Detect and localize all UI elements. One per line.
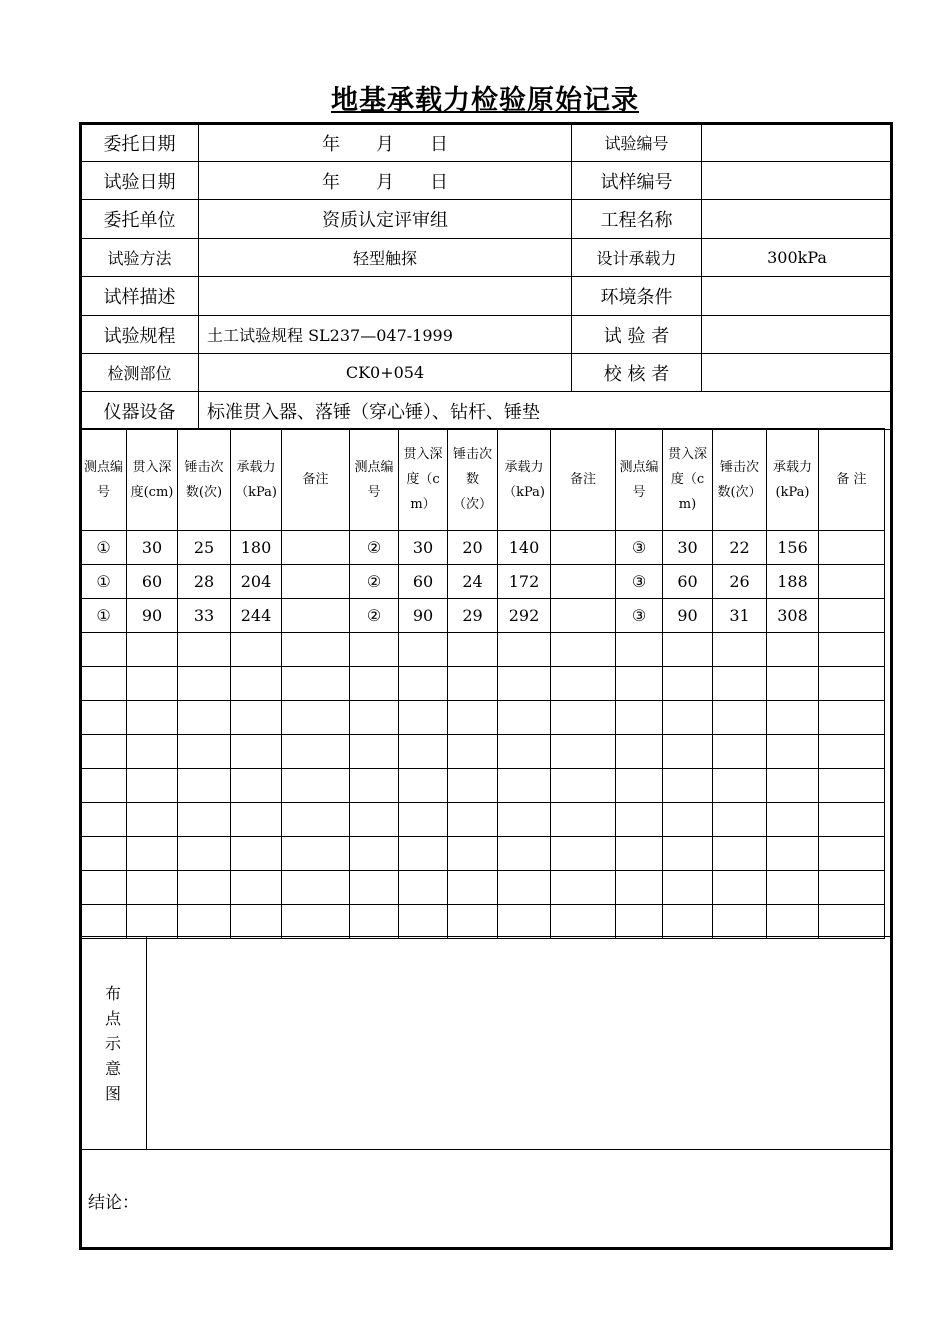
table-row (81, 599, 885, 633)
table-row (81, 633, 885, 667)
cell-point-no[interactable]: ③ (616, 565, 663, 599)
cell-point-no[interactable] (350, 905, 399, 939)
cell-blows[interactable]: 24 (448, 565, 498, 599)
col-point-no: 测点编号 (616, 429, 663, 531)
col-remark: 备注 (551, 429, 616, 531)
cell-blows[interactable] (448, 803, 498, 837)
cell-point-no[interactable] (81, 803, 127, 837)
cell-capacity[interactable] (498, 905, 551, 939)
cell-depth[interactable] (663, 701, 713, 735)
cell-remark[interactable] (551, 905, 616, 939)
cell-blows[interactable]: 28 (178, 565, 231, 599)
cell-depth[interactable] (399, 667, 448, 701)
cell-blows[interactable] (178, 633, 231, 667)
cell-capacity[interactable] (767, 905, 819, 939)
cell-point-no[interactable]: ① (81, 599, 127, 633)
cell-depth[interactable] (663, 905, 713, 939)
col-remark: 备注 (282, 429, 350, 531)
cell-blows[interactable] (178, 735, 231, 769)
test-no-label: 试验编号 (572, 124, 702, 162)
col-remark: 备 注 (819, 429, 885, 531)
cell-point-no[interactable] (350, 769, 399, 803)
cell-remark[interactable] (282, 531, 350, 565)
cell-capacity[interactable] (498, 735, 551, 769)
info-table (80, 123, 893, 430)
cell-remark[interactable] (551, 599, 616, 633)
cell-capacity[interactable] (767, 769, 819, 803)
cell-blows[interactable]: 33 (178, 599, 231, 633)
cell-blows[interactable] (448, 735, 498, 769)
cell-capacity[interactable]: 244 (231, 599, 282, 633)
cell-point-no[interactable]: ① (81, 531, 127, 565)
cell-capacity[interactable] (231, 667, 282, 701)
cell-remark[interactable] (282, 667, 350, 701)
cell-depth[interactable]: 30 (127, 531, 178, 565)
env-label: 环境条件 (572, 277, 702, 316)
page-title: 地基承载力检验原始记录 (331, 85, 639, 116)
cell-remark[interactable] (819, 905, 885, 939)
cell-depth[interactable] (127, 871, 178, 905)
sample-no-value[interactable] (702, 162, 893, 200)
cell-depth[interactable] (127, 905, 178, 939)
cell-blows[interactable]: 22 (713, 531, 767, 565)
header-row (81, 429, 885, 531)
cell-capacity[interactable] (231, 905, 282, 939)
cell-blows[interactable] (178, 769, 231, 803)
cell-remark[interactable] (551, 871, 616, 905)
cell-depth[interactable]: 60 (399, 565, 448, 599)
cell-capacity[interactable] (498, 667, 551, 701)
cell-depth[interactable] (399, 837, 448, 871)
cell-capacity[interactable] (498, 633, 551, 667)
cell-capacity[interactable] (231, 769, 282, 803)
cell-point-no[interactable] (616, 803, 663, 837)
col-depth: 贯入深度（cm) (663, 429, 713, 531)
cell-capacity[interactable] (231, 837, 282, 871)
cell-depth[interactable] (399, 735, 448, 769)
cell-capacity[interactable] (498, 837, 551, 871)
cell-blows[interactable] (448, 871, 498, 905)
diagram-label: 布点示意图 (104, 983, 121, 1103)
cell-depth[interactable] (127, 837, 178, 871)
cell-capacity[interactable] (231, 701, 282, 735)
cell-blows[interactable] (448, 633, 498, 667)
table-row (81, 769, 885, 803)
cell-depth[interactable]: 30 (399, 531, 448, 565)
cell-remark[interactable] (282, 905, 350, 939)
test-date-label: 试验日期 (81, 162, 199, 200)
table-row (81, 667, 885, 701)
cell-point-no[interactable] (616, 667, 663, 701)
cell-blows[interactable] (178, 871, 231, 905)
cell-remark[interactable] (551, 565, 616, 599)
cell-capacity[interactable] (498, 701, 551, 735)
env-value[interactable] (702, 277, 893, 316)
col-blows: 锤击次数(次） (713, 429, 767, 531)
cell-blows[interactable] (178, 803, 231, 837)
checker-value[interactable] (702, 354, 893, 392)
sample-desc-label: 试样描述 (81, 277, 199, 316)
cell-capacity[interactable] (767, 837, 819, 871)
cell-point-no[interactable] (350, 735, 399, 769)
cell-remark[interactable] (551, 531, 616, 565)
location-value[interactable]: CK0+054 (199, 354, 572, 392)
cell-depth[interactable] (663, 667, 713, 701)
cell-remark[interactable] (551, 667, 616, 701)
cell-depth[interactable]: 90 (127, 599, 178, 633)
col-point-no: 测点编号 (81, 429, 127, 531)
cell-capacity[interactable] (498, 769, 551, 803)
cell-remark[interactable] (819, 667, 885, 701)
cell-blows[interactable] (713, 701, 767, 735)
cell-remark[interactable] (551, 803, 616, 837)
cell-remark[interactable] (282, 565, 350, 599)
cell-remark[interactable] (282, 701, 350, 735)
cell-capacity[interactable]: 140 (498, 531, 551, 565)
project-label: 工程名称 (572, 200, 702, 239)
cell-depth[interactable]: 90 (399, 599, 448, 633)
cell-remark[interactable] (282, 803, 350, 837)
cell-point-no[interactable] (81, 735, 127, 769)
cell-capacity[interactable] (231, 803, 282, 837)
cell-depth[interactable] (663, 769, 713, 803)
cell-capacity[interactable] (231, 871, 282, 905)
table-row (81, 735, 885, 769)
tester-label: 试 验 者 (572, 316, 702, 354)
cell-remark[interactable] (282, 769, 350, 803)
design-capacity-label: 设计承载力 (572, 239, 702, 277)
test-no-value[interactable] (702, 124, 893, 162)
cell-point-no[interactable] (616, 871, 663, 905)
cell-point-no[interactable]: ③ (616, 531, 663, 565)
cell-remark[interactable] (819, 769, 885, 803)
cell-blows[interactable]: 26 (713, 565, 767, 599)
cell-point-no[interactable] (81, 769, 127, 803)
cell-blows[interactable] (448, 905, 498, 939)
diagram-label-cell (80, 937, 147, 1149)
cell-point-no[interactable] (616, 633, 663, 667)
cell-capacity[interactable] (767, 871, 819, 905)
cell-depth[interactable] (663, 871, 713, 905)
cell-capacity[interactable] (767, 667, 819, 701)
cell-remark[interactable] (819, 837, 885, 871)
col-depth: 贯入深度(cm) (127, 429, 178, 531)
cell-point-no[interactable] (616, 701, 663, 735)
test-date-value[interactable]: 年 月 日 (199, 162, 572, 200)
project-value[interactable] (702, 200, 893, 239)
cell-point-no[interactable] (616, 905, 663, 939)
cell-remark[interactable] (819, 599, 885, 633)
cell-remark[interactable] (819, 531, 885, 565)
cell-remark[interactable] (282, 599, 350, 633)
entrust-date-label: 委托日期 (81, 124, 199, 162)
cell-capacity[interactable]: 204 (231, 565, 282, 599)
col-capacity: 承载力（kPa) (231, 429, 282, 531)
cell-point-no[interactable] (616, 735, 663, 769)
cell-blows[interactable] (448, 837, 498, 871)
cell-point-no[interactable] (81, 667, 127, 701)
layout-diagram-area[interactable] (80, 936, 892, 1150)
cell-point-no[interactable] (616, 837, 663, 871)
cell-depth[interactable] (399, 633, 448, 667)
cell-remark[interactable] (282, 633, 350, 667)
cell-depth[interactable] (399, 905, 448, 939)
cell-depth[interactable] (399, 769, 448, 803)
cell-blows[interactable] (713, 667, 767, 701)
cell-capacity[interactable]: 180 (231, 531, 282, 565)
cell-depth[interactable] (127, 667, 178, 701)
cell-remark[interactable] (819, 701, 885, 735)
cell-depth[interactable] (127, 701, 178, 735)
cell-depth[interactable] (663, 837, 713, 871)
cell-capacity[interactable] (767, 633, 819, 667)
cell-capacity[interactable] (498, 871, 551, 905)
cell-point-no[interactable] (350, 837, 399, 871)
cell-blows[interactable] (713, 803, 767, 837)
cell-point-no[interactable]: ① (81, 565, 127, 599)
cell-remark[interactable] (819, 803, 885, 837)
cell-remark[interactable] (551, 769, 616, 803)
cell-point-no[interactable] (350, 871, 399, 905)
cell-point-no[interactable]: ③ (616, 599, 663, 633)
cell-point-no[interactable] (81, 905, 127, 939)
cell-depth[interactable]: 60 (127, 565, 178, 599)
method-value[interactable]: 轻型触探 (199, 239, 572, 277)
spec-label: 试验规程 (81, 316, 199, 354)
entrust-unit-value[interactable]: 资质认定评审组 (199, 200, 572, 239)
cell-remark[interactable] (282, 837, 350, 871)
cell-point-no[interactable] (350, 633, 399, 667)
cell-depth[interactable] (127, 735, 178, 769)
cell-depth[interactable] (663, 803, 713, 837)
cell-blows[interactable]: 20 (448, 531, 498, 565)
cell-blows[interactable] (713, 735, 767, 769)
cell-point-no[interactable] (350, 667, 399, 701)
col-point-no: 测点编号 (350, 429, 399, 531)
equipment-value[interactable]: 标准贯入器、落锤（穿心锤）、钻杆、锤垫 (199, 392, 893, 430)
sample-desc-value[interactable] (199, 277, 572, 316)
cell-capacity[interactable] (767, 735, 819, 769)
conclusion-label: 结论： (88, 1193, 139, 1213)
cell-remark[interactable] (551, 735, 616, 769)
cell-blows[interactable] (448, 769, 498, 803)
table-row (81, 531, 885, 565)
cell-blows[interactable] (713, 633, 767, 667)
design-capacity-value[interactable]: 300kPa (702, 239, 893, 277)
checker-label: 校 核 者 (572, 354, 702, 392)
cell-point-no[interactable] (81, 701, 127, 735)
cell-remark[interactable] (819, 871, 885, 905)
cell-remark[interactable] (819, 565, 885, 599)
sample-no-label: 试样编号 (572, 162, 702, 200)
cell-capacity[interactable]: 292 (498, 599, 551, 633)
cell-depth[interactable] (663, 633, 713, 667)
cell-point-no[interactable] (350, 701, 399, 735)
col-capacity: 承载力(kPa) (767, 429, 819, 531)
cell-remark[interactable] (819, 735, 885, 769)
cell-point-no[interactable]: ② (350, 599, 399, 633)
entrust-date-value[interactable]: 年 月 日 (199, 124, 572, 162)
table-row (81, 871, 885, 905)
cell-remark[interactable] (551, 633, 616, 667)
cell-depth[interactable] (127, 633, 178, 667)
cell-blows[interactable]: 25 (178, 531, 231, 565)
cell-blows[interactable]: 31 (713, 599, 767, 633)
cell-point-no[interactable]: ② (350, 565, 399, 599)
cell-depth[interactable] (663, 735, 713, 769)
cell-depth[interactable]: 30 (663, 531, 713, 565)
table-row (81, 565, 885, 599)
cell-capacity[interactable]: 188 (767, 565, 819, 599)
cell-blows[interactable] (178, 667, 231, 701)
cell-blows[interactable] (178, 837, 231, 871)
cell-depth[interactable] (399, 803, 448, 837)
cell-capacity[interactable] (231, 735, 282, 769)
spec-value[interactable]: 土工试验规程 SL237—047-1999 (199, 316, 572, 354)
cell-remark[interactable] (551, 837, 616, 871)
table-row (81, 701, 885, 735)
tester-value[interactable] (702, 316, 893, 354)
cell-capacity[interactable] (767, 701, 819, 735)
cell-point-no[interactable]: ② (350, 531, 399, 565)
cell-blows[interactable] (448, 667, 498, 701)
cell-remark[interactable] (282, 735, 350, 769)
col-capacity: 承载力（kPa) (498, 429, 551, 531)
cell-blows[interactable] (713, 905, 767, 939)
equipment-label: 仪器设备 (81, 392, 199, 430)
cell-blows[interactable] (178, 905, 231, 939)
cell-blows[interactable] (713, 871, 767, 905)
cell-depth[interactable]: 90 (663, 599, 713, 633)
cell-capacity[interactable]: 308 (767, 599, 819, 633)
col-blows: 锤击次数(次) (178, 429, 231, 531)
cell-capacity[interactable]: 172 (498, 565, 551, 599)
cell-depth[interactable] (127, 803, 178, 837)
cell-point-no[interactable] (350, 803, 399, 837)
cell-blows[interactable] (713, 769, 767, 803)
col-blows: 锤击次数（次） (448, 429, 498, 531)
cell-point-no[interactable] (81, 837, 127, 871)
cell-depth[interactable] (399, 871, 448, 905)
cell-point-no[interactable] (616, 769, 663, 803)
table-row (81, 837, 885, 871)
cell-blows[interactable] (448, 701, 498, 735)
table-row (81, 803, 885, 837)
col-depth: 贯入深度（cm） (399, 429, 448, 531)
table-row (81, 905, 885, 939)
cell-remark[interactable] (551, 701, 616, 735)
cell-depth[interactable] (399, 701, 448, 735)
cell-depth[interactable]: 60 (663, 565, 713, 599)
cell-remark[interactable] (819, 633, 885, 667)
cell-blows[interactable] (178, 701, 231, 735)
test-data-table (80, 428, 885, 939)
cell-capacity[interactable] (231, 633, 282, 667)
cell-point-no[interactable] (81, 633, 127, 667)
location-label: 检测部位 (81, 354, 199, 392)
cell-capacity[interactable] (767, 803, 819, 837)
cell-depth[interactable] (127, 769, 178, 803)
entrust-unit-label: 委托单位 (81, 200, 199, 239)
cell-blows[interactable]: 29 (448, 599, 498, 633)
method-label: 试验方法 (81, 239, 199, 277)
cell-point-no[interactable] (81, 871, 127, 905)
cell-capacity[interactable]: 156 (767, 531, 819, 565)
cell-capacity[interactable] (498, 803, 551, 837)
cell-remark[interactable] (282, 871, 350, 905)
cell-blows[interactable] (713, 837, 767, 871)
